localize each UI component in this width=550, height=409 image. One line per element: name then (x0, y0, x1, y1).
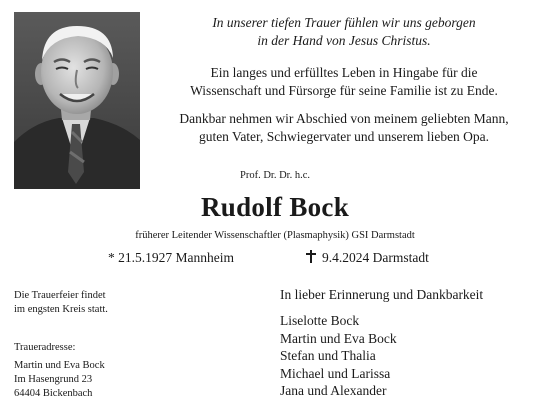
verse (150, 14, 538, 50)
farewell-paragraph (150, 110, 538, 146)
birth-date: * 21.5.1927 Mannheim (108, 250, 234, 265)
list-item: Jana und Alexander (280, 383, 387, 399)
verse-line: in der Hand von Jesus Christus. (257, 33, 431, 48)
paragraph-line: Wissenschaft und Fürsorge für seine Familie ist zu Ende. (190, 83, 498, 98)
list-item: Michael und Larissa (280, 365, 391, 381)
paragraph-line: Dankbar nehmen wir Abschied von meinem geliebten Mann, (179, 111, 509, 126)
list-item: Stefan und Thalia (280, 348, 376, 364)
death-date (306, 250, 429, 266)
address-label: Traueradresse: (14, 342, 76, 353)
ceremony-line: Die Trauerfeier findet (14, 290, 106, 301)
paragraph-line: Ein langes und erfülltes Leben in Hingabe für die (210, 65, 478, 80)
portrait-illustration (14, 12, 140, 189)
ceremony-line: im engsten Kreis statt. (14, 304, 108, 315)
verse-line: In unserer tiefen Trauer fühlen wir uns geborgen (212, 15, 476, 30)
cross-icon (306, 250, 316, 263)
ceremony-note (14, 289, 108, 317)
deceased-role: früherer Leitender Wissenschaftler (Plasmaphysik) GSI Darmstadt (135, 230, 415, 241)
deceased-name: Rudolf Bock (200, 192, 350, 222)
address-line: Im Hasengrund 23 (14, 374, 93, 385)
paragraph-line: guten Vater, Schwiegervater und unserem lieben Opa. (198, 129, 490, 144)
list-item: Liselotte Bock (280, 313, 360, 328)
remembrance-heading: In lieber Erinnerung und Dankbarkeit (280, 287, 484, 302)
address-line: Martin und Eva Bock (14, 360, 105, 371)
death-date-text: 9.4.2024 Darmstadt (322, 250, 429, 265)
portrait-photo (14, 12, 140, 189)
address-line: 64404 Bickenbach (14, 388, 93, 399)
list-item: Martin und Eva Bock (280, 330, 397, 346)
life-paragraph (150, 64, 538, 100)
mourners-list (280, 312, 397, 400)
mourning-address (14, 359, 105, 401)
academic-title: Prof. Dr. Dr. h.c. (240, 170, 310, 181)
